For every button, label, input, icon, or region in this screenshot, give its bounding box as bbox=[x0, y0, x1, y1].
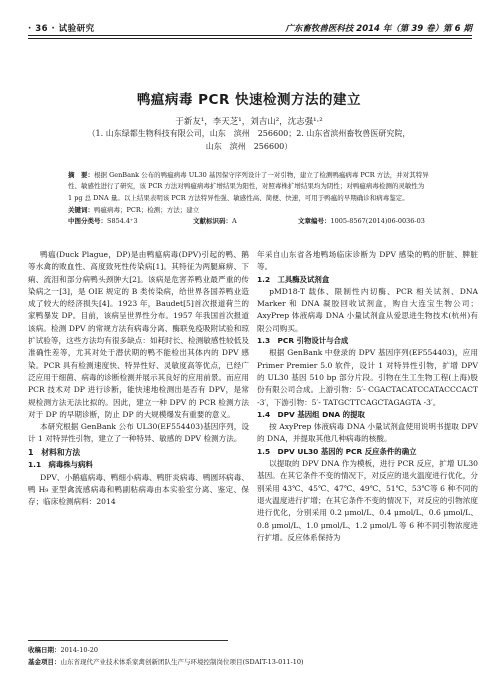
abstract-label: 摘 要： bbox=[68, 171, 94, 179]
journal-info: 广东畜牧兽医科技 2014 年（第 39 卷）第 6 期 bbox=[285, 24, 472, 34]
affiliation bbox=[60, 127, 438, 153]
paragraph-dna-extraction: 按 AxyPrep 体液病毒 DNA 小量试剂盒使用说明书提取 DPV 的 DNA，并提取其他几种病毒的核酸。 bbox=[257, 422, 478, 444]
received-label: 收稿日期： bbox=[28, 646, 61, 654]
subsection-heading-1-3: 1.3 PCR 引物设计与合成 bbox=[257, 336, 349, 346]
article-title: 鸭瘟病毒 PCR 快速检测方法的建立 bbox=[136, 92, 362, 108]
paragraph-reagents: pMD18-T 载体、限制性内切酶、PCR 相关试剂、DNA Marker 和 DNA 凝胶回收试剂盒，购自大连宝生物公司；AxyPrep 体液病毒 DNA 小量试剂盒从爱思进生物技术(杭州)有限公司购买。 bbox=[257, 286, 478, 333]
footnote bbox=[28, 640, 472, 668]
paragraph-continued: 年采自山东省各地鸭场临床诊断为 DPV 感染的鸭的肝脏、脾脏等。 bbox=[257, 250, 478, 272]
keywords-label: 关键词： bbox=[68, 205, 94, 214]
header-rule-thin bbox=[28, 38, 472, 39]
paragraph-pcr-conditions: 以提取的 DPV DNA 作为模板，进行 PCR 反应，扩增 UL30 基因。在其它条件不变的情况下，对反应的退火温度进行优化，分别采用 43℃、45℃、47℃、49℃、51℃、53℃等 6 种不同的退火温度进行扩增；在其它条件不变的情况下，对反应的引物浓度进行优化，分别采用 0.2 μmol/L、0.4 μmol/L、0.6 μmol/L、0.8 μmol/L、1.0 μmol/L、1.2 μmol/L 等 6 种不同引物浓度进行扩增。反应体系保持为 bbox=[257, 459, 478, 542]
clc-value: S854.4⁺3 bbox=[107, 217, 138, 226]
page-section: · 36 · 试验研究 bbox=[28, 24, 95, 34]
abstract-block bbox=[68, 170, 430, 227]
intro-paragraph-2: 本研究根据 GenBank 公布 UL30(EF554403)基因序列，设计 1 对特异性引物，建立了一种特异、敏感的 DPV 检测方法。 bbox=[28, 422, 249, 444]
article-number-label: 文章编号： bbox=[298, 217, 331, 226]
affiliation-line-2: 山东 滨州 256600） bbox=[205, 142, 293, 151]
subsection-heading-1-5: 1.5 DPV UL30 基因的 PCR 反应条件的确立 bbox=[257, 446, 417, 456]
subsection-heading-1-4: 1.4 DPV 基因组 DNA 的提取 bbox=[257, 409, 365, 419]
running-header bbox=[28, 18, 472, 40]
left-column bbox=[28, 249, 249, 508]
fund-value: 山东省现代产业技术体系家禽创新团队生产与环境控制岗位项目(SDAIT-13-011-10) bbox=[60, 658, 304, 666]
authors: 于新友¹，李天芝¹，刘吉山²，沈志强¹·² bbox=[175, 117, 323, 127]
classification-line bbox=[68, 216, 430, 227]
doc-code-label: 文献标识码： bbox=[193, 217, 232, 226]
received-value: 2014-10-20 bbox=[60, 646, 98, 654]
doc-code-value: A bbox=[232, 217, 237, 226]
abstract-text: 根据 GenBank 公布的鸭瘟病毒 UL30 基因保守序列设计了一对引物，建立了检测鸭瘟病毒 PCR 方法，并对其特异性、敏感性进行了研究，该 PCR 方法对鸭瘟病毒扩增结果为阳性，对照毒株扩增结果均为阴性；对鸭瘟病毒检测的灵敏性为 1 pg 总 DNA 量。以上结果表明该 PCR 方法特异性强、敏感性高、简便、快速，可用于鸭瘟的早期确诊和病毒鉴定。 bbox=[68, 171, 429, 202]
subsection-heading-1-2: 1.2 工具酶及试剂盒 bbox=[257, 274, 330, 284]
footnote-rule bbox=[28, 640, 228, 641]
clc-label: 中图分类号： bbox=[68, 217, 107, 226]
affiliation-line-1: （1. 山东绿都生物科技有限公司，山东 滨州 256600；2. 山东省滨州畜牧兽医研究院， bbox=[87, 129, 411, 138]
fund-label: 基金项目： bbox=[28, 658, 61, 666]
section-heading-materials: 1 材料和方法 bbox=[28, 447, 81, 457]
paragraph-virus-strains: DPV、小鹅瘟病毒、鸭细小病毒、鸭肝炎病毒、鸭圆环病毒、鸭 H₉ 亚型禽流感病毒和鸭副粘病毒由本实验室分离、鉴定、保存；临床检测病料：2014 bbox=[28, 472, 249, 507]
header-rule bbox=[28, 35, 472, 36]
subsection-heading-1-1: 1.1 病毒株与病料 bbox=[28, 460, 93, 470]
right-column bbox=[257, 249, 478, 544]
fund-project bbox=[28, 656, 472, 668]
intro-paragraph-1: 鸭瘟(Duck Plague，DP)是由鸭瘟病毒(DPV)引起的鸭、鹅等水禽的败血性、高度致死性传染病[1]。其特征为两腿麻痹、下痢、流泪和部分病鸭头颈肿大[2]。该病是危害养鸭业最严重的传染病之一[3]，是 OIE 规定的 B 类传染病，给世界各国养鸭业造成了较大的经济损失[4]。1923 年，Baudet[5]首次报道荷兰的家鸭暴发 DP。目前，该病呈世界性分布。1957 年我国首次报道该病。检测 DPV 的常规方法有病毒分离、酶联免疫吸附试验和琼扩试验等，这些方法均有很多缺点：如耗时长、检测敏感性较低及准确性差等，尤其对处于潜伏期的鸭不能检出其体内的 DPV 感染。PCR 具有检测速度快、特异性好、灵敏度高等优点，已经广泛应用于细菌、病毒的诊断检测并展示其良好的应用前景。而应用 PCR 技术对 DP 进行诊断，能快速地检测出是否有 DPV，是常规检测方法无法比拟的。因此，建立一种 DPV 的 PCR 检测方法对于 DP 的早期诊断，防止 DP 的大规模爆发有重要的意义。 bbox=[28, 250, 249, 419]
received-date bbox=[28, 644, 472, 656]
paragraph-primers: 根据 GenBank 中登录的 DPV 基因序列(EF554403)，应用 Primer Premier 5.0 软件，设计 1 对特异性引物，扩增 DPV 的 UL30 基因 510 bp 部分片段。引物在生工生物工程(上海)股份有限公司合成。上游引物：5′- CGACTACATCCATACCCACT -3′，下游引物：5′- TATGCTTCAGCTAGAGTA -3′。 bbox=[257, 348, 478, 407]
article-number-value: 1005-8567(2014)06-0036-03 bbox=[330, 217, 425, 226]
keywords-text: 鸭瘟病毒；PCR；检测；方法；建立 bbox=[94, 205, 200, 214]
abstract bbox=[68, 170, 430, 204]
keywords bbox=[68, 205, 430, 216]
